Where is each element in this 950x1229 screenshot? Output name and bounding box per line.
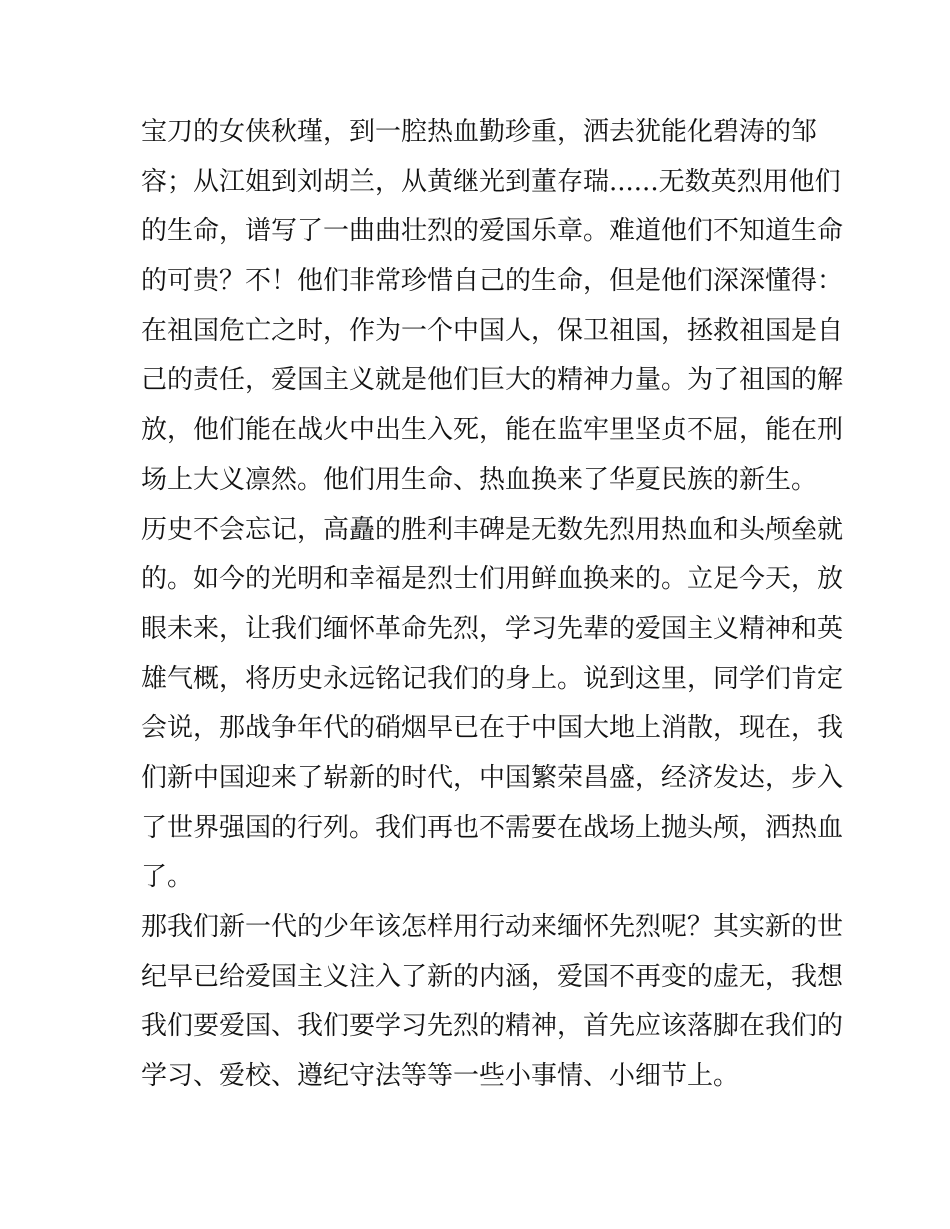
- text-line: 场上大义凛然。他们用生命、热血换来了华夏民族的新生。: [141, 464, 818, 495]
- text-line: 了世界强国的行列。我们再也不需要在战场上抛头颅，洒热血: [141, 812, 844, 843]
- text-line: 学习、爱校、遵纪守法等等一些小事情、小细节上。: [141, 1061, 740, 1092]
- text-line: 的生命，谱写了一曲曲壮烈的爱国乐章。难道他们不知道生命: [141, 216, 844, 247]
- text-line: 我们要爱国、我们要学习先烈的精神，首先应该落脚在我们的: [141, 1011, 844, 1042]
- text-line: 会说，那战争年代的硝烟早已在于中国大地上消散，现在，我: [141, 713, 844, 744]
- paragraph-1: [141, 108, 844, 506]
- text-line: 的。如今的光明和幸福是烈士们用鲜血换来的。立足今天，放: [141, 564, 844, 595]
- text-line: 历史不会忘记，高矗的胜利丰碑是无数先烈用热血和头颅垒就: [141, 514, 844, 545]
- text-line: 己的责任，爱国主义就是他们巨大的精神力量。为了祖国的解: [141, 365, 844, 396]
- text-line: 了。: [141, 862, 194, 893]
- text-line: 宝刀的女侠秋瑾，到一腔热血勤珍重，洒去犹能化碧涛的邹: [141, 117, 818, 147]
- text-line: 雄气概，将历史永远铭记我们的身上。说到这里，同学们肯定: [141, 663, 844, 694]
- text-line: 放，他们能在战火中出生入死，能在监牢里坚贞不屈，能在刑: [141, 415, 844, 446]
- paragraph-2: [141, 506, 844, 904]
- text-line: 在祖国危亡之时，作为一个中国人，保卫祖国，拯救祖国是自: [141, 315, 844, 346]
- text-line: 们新中国迎来了崭新的时代，中国繁荣昌盛，经济发达，步入: [141, 762, 844, 793]
- text-line: 纪早已给爱国主义注入了新的内涵，爱国不再变的虚无，我想: [141, 961, 844, 992]
- text-line: 容；从江姐到刘胡兰，从黄继光到董存瑞......无数英烈用他们: [141, 166, 841, 197]
- paragraph-3: [141, 903, 844, 1102]
- text-line: 那我们新一代的少年该怎样用行动来缅怀先烈呢？其实新的世: [141, 912, 844, 942]
- text-line: 的可贵？不！他们非常珍惜自己的生命，但是他们深深懂得：: [141, 266, 844, 297]
- text-line: 眼未来，让我们缅怀革命先烈，学习先辈的爱国主义精神和英: [141, 613, 844, 644]
- document-body: [141, 108, 844, 1102]
